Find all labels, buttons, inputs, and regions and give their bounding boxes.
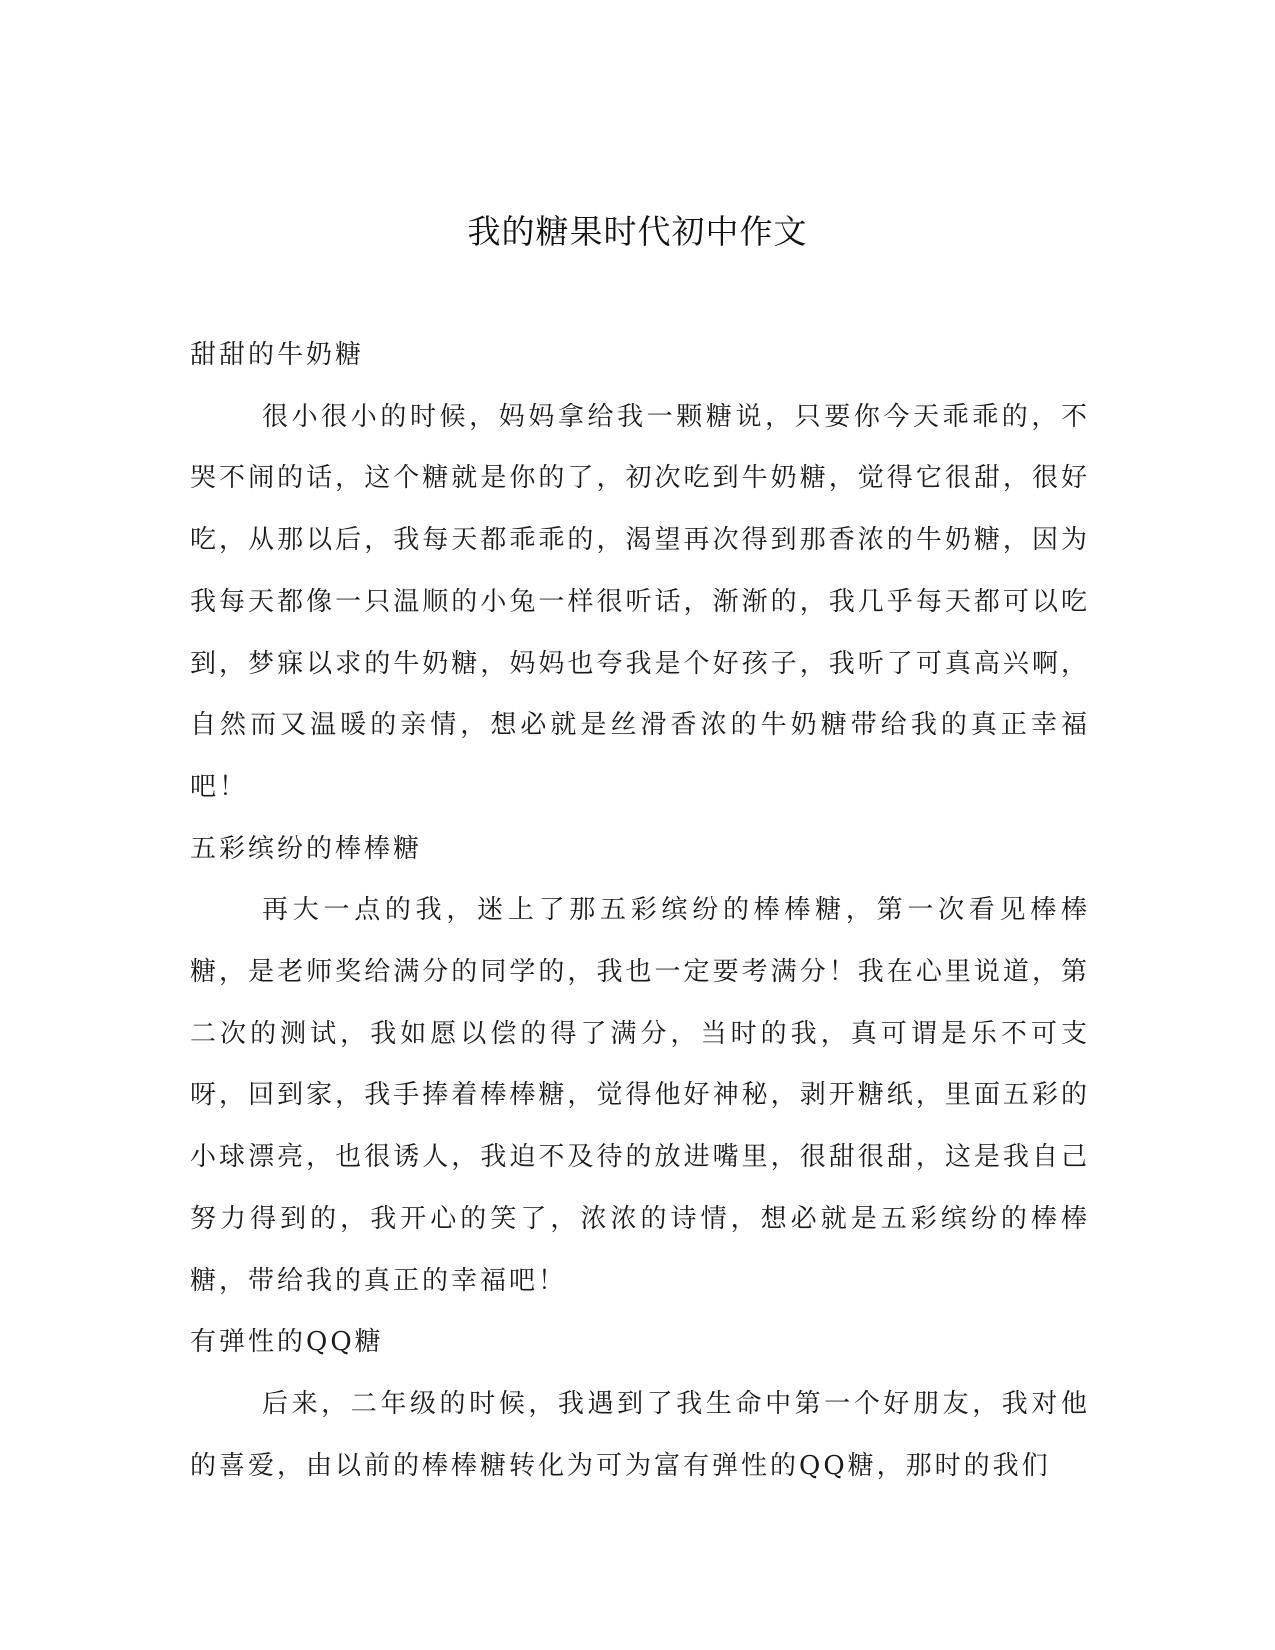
document-title: 我的糖果时代初中作文 bbox=[467, 212, 808, 251]
section-paragraph-milk-candy: 很小很小的时候，妈妈拿给我一颗糖说，只要你今天乖乖的，不哭不闹的话，这个糖就是你的了，初次吃到牛奶糖，觉得它很甜，很好吃，从那以后，我每天都乖乖的，渴望再次得到那香浓的牛奶糖，因为我每天都像一只温顺的小兔一样很听话，渐渐的，我几乎每天都可以吃到，梦寐以求的牛奶糖，妈妈也夸我是个好孩子，我听了可真高兴啊，自然而又温暖的亲情，想必就是丝滑香浓的牛奶糖带给我的真正幸福吧！ bbox=[190, 401, 1090, 802]
section-heading-qq-candy: 有弹性的QQ糖 bbox=[190, 1327, 384, 1358]
section-paragraph-qq-candy: 后来，二年级的时候，我遇到了我生命中第一个好朋友，我对他的喜爱，由以前的棒棒糖转化为可为富有弹性的QQ糖，那时的我们 bbox=[190, 1388, 1090, 1481]
section-heading-lollipop: 五彩缤纷的棒棒糖 bbox=[190, 833, 423, 864]
section-paragraph-lollipop: 再大一点的我，迷上了那五彩缤纷的棒棒糖，第一次看见棒棒糖，是老师奖给满分的同学的，我也一定要考满分！我在心里说道，第二次的测试，我如愿以偿的得了满分，当时的我，真可谓是乐不可支呀，回到家，我手捧着棒棒糖，觉得他好神秘，剥开糖纸，里面五彩的小球漂亮，也很诱人，我迫不及待的放进嘴里，很甜很甜，这是我自己努力得到的，我开心的笑了，浓浓的诗情，想必就是五彩缤纷的棒棒糖，带给我的真正的幸福吧！ bbox=[190, 895, 1090, 1296]
document-body bbox=[190, 325, 1090, 1497]
section-heading-milk-candy: 甜甜的牛奶糖 bbox=[190, 340, 365, 370]
